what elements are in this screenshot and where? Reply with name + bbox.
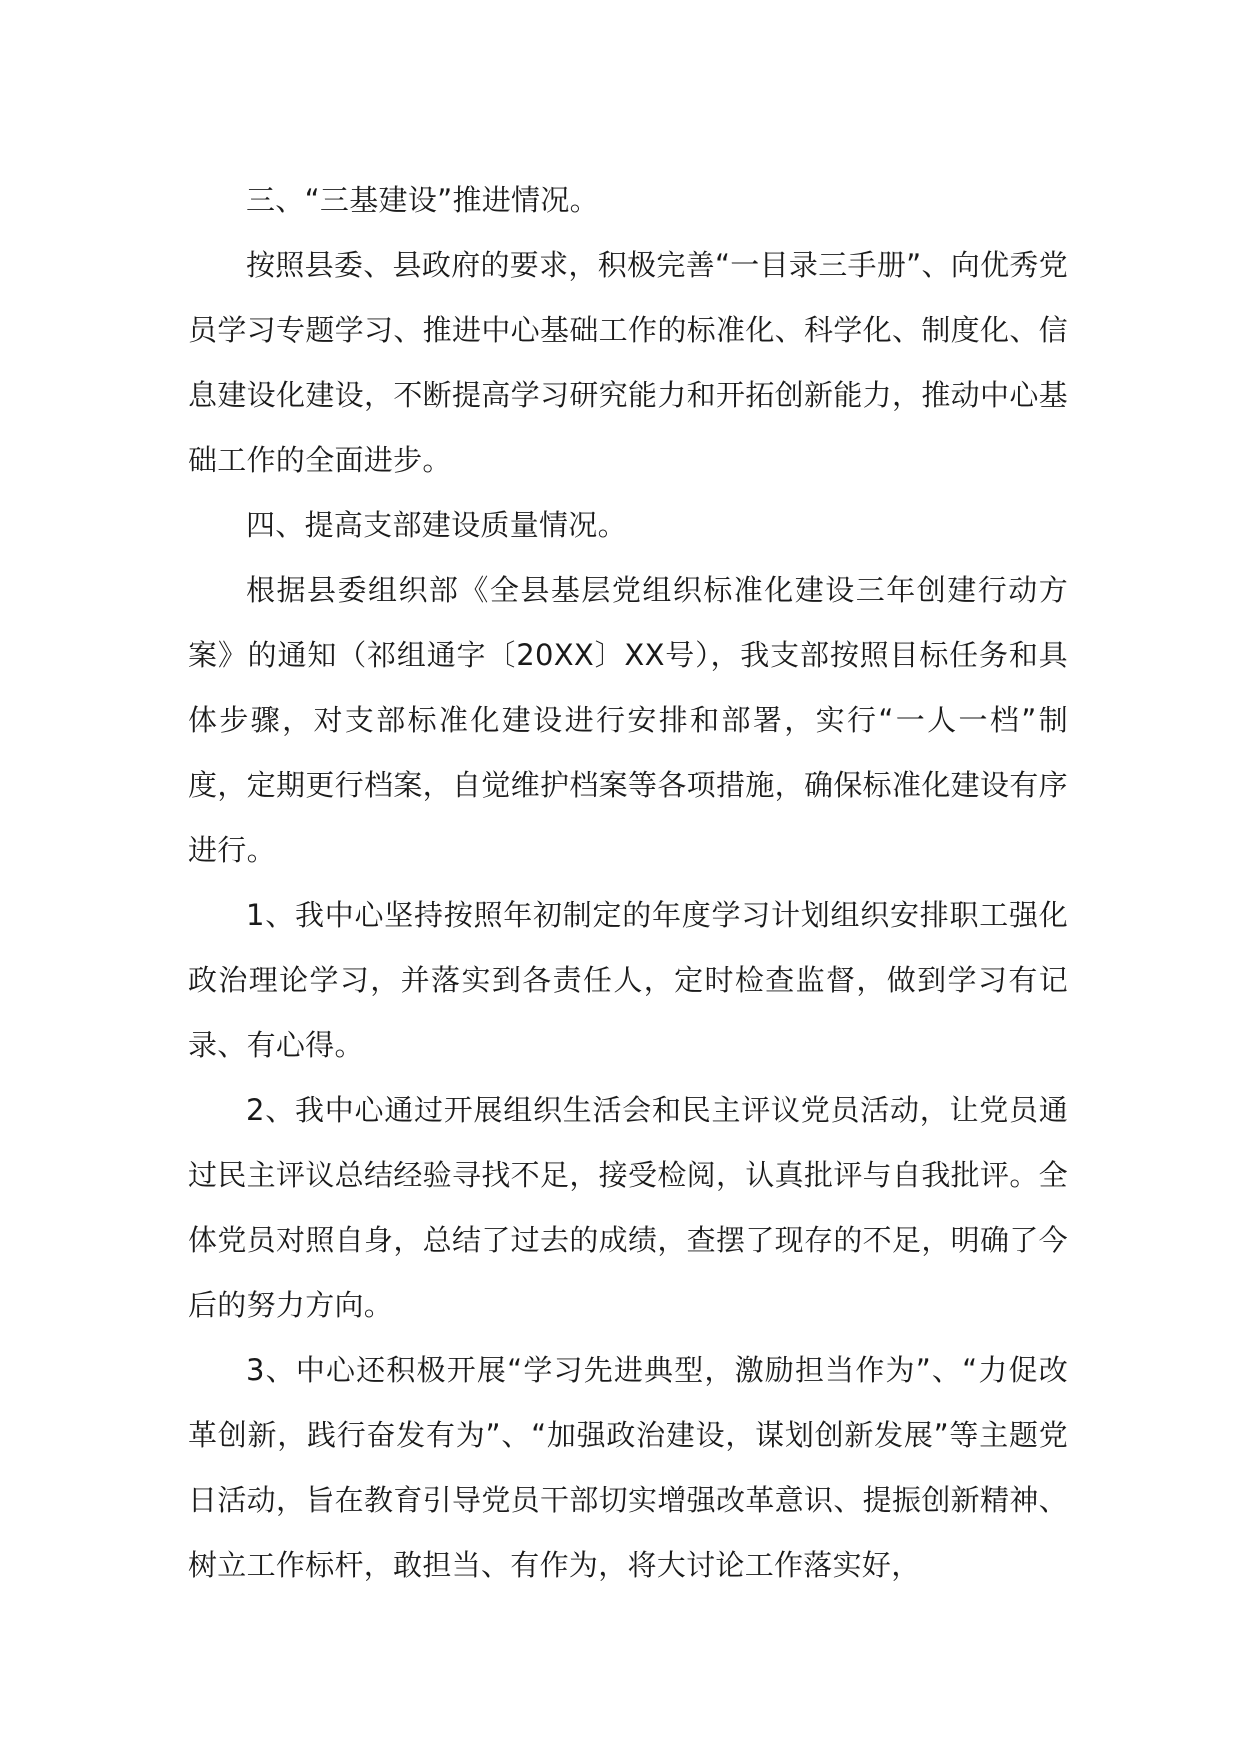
paragraph: 根据县委组织部《全县基层党组织标准化建设三年创建行动方案》的通知（祁组通字〔20XX〕XX号），我支部按照目标任务和具体步骤，对支部标准化建设进行安排和部署，实行“一人一档”制度，定期更行档案，自觉维护档案等各项措施，确保标准化建设有序进行。 — [188, 573, 1068, 867]
document-body — [188, 168, 1068, 1598]
list-item-2: 2、我中心通过开展组织生活会和民主评议党员活动，让党员通过民主评议总结经验寻找不足，接受检阅，认真批评与自我批评。全体党员对照自身，总结了过去的成绩，查摆了现存的不足，明确了今后的努力方向。 — [188, 1093, 1068, 1322]
paragraph: 按照县委、县政府的要求，积极完善“一目录三手册”、向优秀党员学习专题学习、推进中心基础工作的标准化、科学化、制度化、信息建设化建设，不断提高学习研究能力和开拓创新能力，推动中心基础工作的全面进步。 — [188, 248, 1068, 477]
list-item-3: 3、中心还积极开展“学习先进典型，激励担当作为”、“力促改革创新，践行奋发有为”、“加强政治建设，谋划创新发展”等主题党日活动，旨在教育引导党员干部切实增强改革意识、提振创新精神、树立工作标杆，敢担当、有作为，将大讨论工作落实好， — [188, 1353, 1068, 1582]
section-heading-three: 三、“三基建设”推进情况。 — [246, 183, 599, 217]
section-heading-four: 四、提高支部建设质量情况。 — [246, 508, 627, 542]
list-item-1: 1、我中心坚持按照年初制定的年度学习计划组织安排职工强化政治理论学习，并落实到各责任人，定时检查监督，做到学习有记录、有心得。 — [188, 898, 1068, 1062]
